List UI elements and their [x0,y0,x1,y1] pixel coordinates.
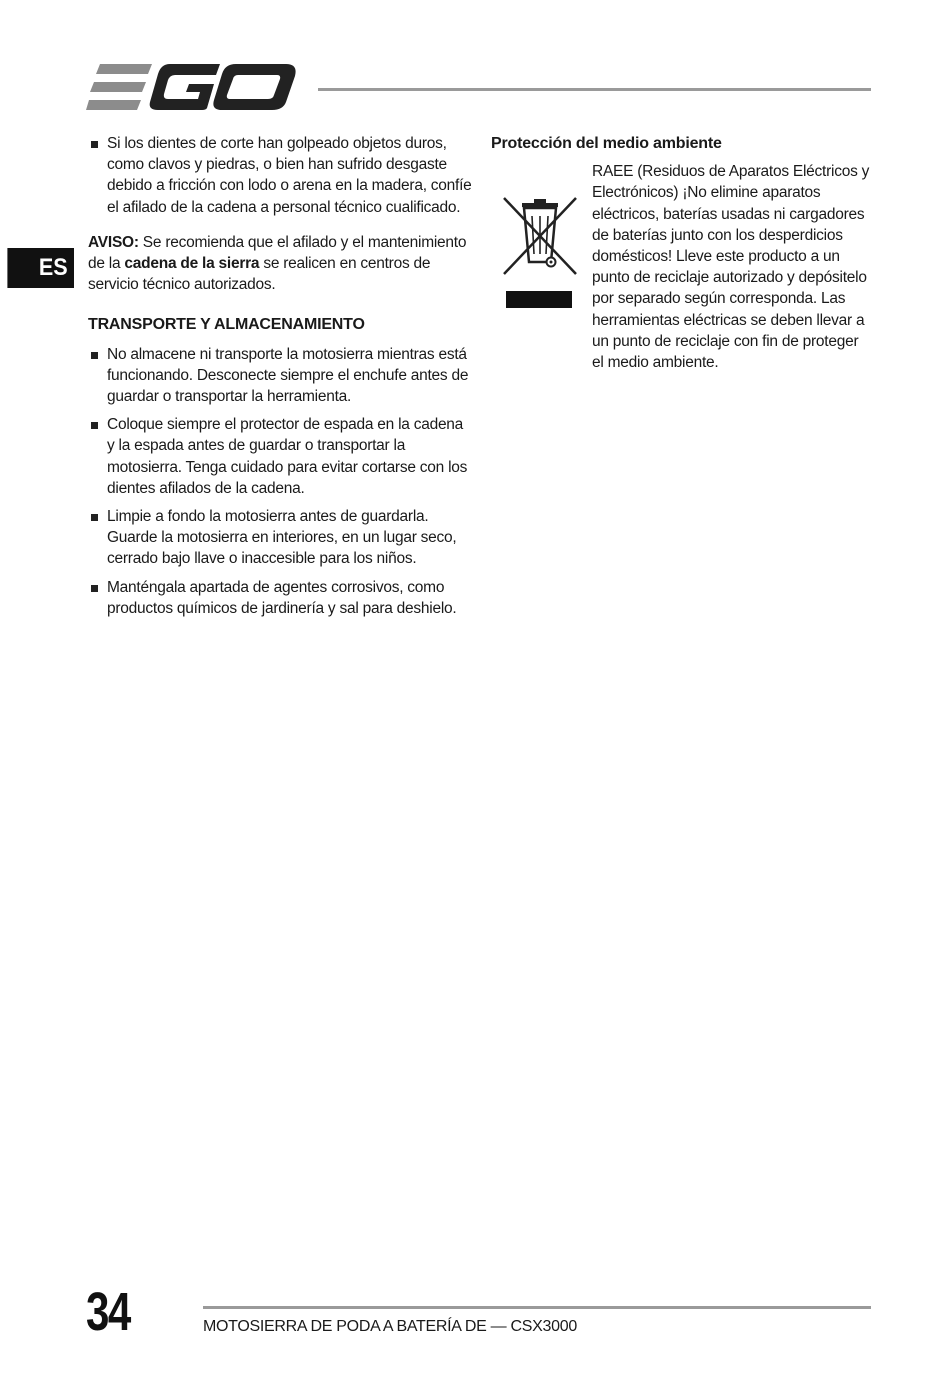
notice-bold-text: cadena de la sierra [124,255,260,273]
notice-label: AVISO: [88,233,139,251]
ego-logo [86,62,298,114]
footer-title: MOTOSIERRA DE PODA A BATERÍA DE — CSX3000 [203,1318,577,1335]
left-column [88,133,473,626]
list-item: Manténgala apartada de agentes corrosivos, como productos químicos de jardinería y sal para deshielo. [88,577,473,619]
transport-heading: TRANSPORTE Y ALMACENAMIENTO [88,316,365,334]
footer-rule [203,1306,871,1309]
list-item: Limpie a fondo la motosierra antes de guardarla. Guarde la motosierra en interiores, en un lugar seco, cerrado bajo llave o inaccesible para los niños. [88,506,473,570]
environment-heading: Protección del medio ambiente [491,135,722,152]
list-item: Coloque siempre el protector de espada en la cadena y la espada antes de guardar o transportar la motosierra. Tenga cuidado para evitar cortarse con los dientes afilados de la cadena. [88,414,473,499]
language-tab: ES [7,248,74,288]
intro-bullet-list [88,133,473,218]
list-item: Si los dientes de corte han golpeado objetos duros, como clavos y piedras, o bien han sufrido desgaste debido a fricción con lodo o arena en la madera, confíe el afilado de la cadena a personal técnico cualificado. [88,133,473,218]
notice-text: Se recomienda que el afilado y el mantenimiento de la [88,233,467,273]
notice-paragraph [88,232,473,296]
environment-text: RAEE (Residuos de Aparatos Eléctricos y Electrónicos) ¡No elimine aparatos eléctricos, baterías usadas ni cargadores de baterías junto con los desperdicios domésticos! Lleve este producto a un punto de reciclaje autorizado y depósitelo por separado según corresponda. Las herramientas eléctricas se deben llevar a un punto de reciclaje con fin de proteger el medio ambiente. [592,163,870,372]
notice-text-end: se realicen en centros de servicio técnico autorizados. [88,255,431,294]
environment-block [491,161,871,373]
right-column [491,133,871,389]
crossed-out-wheeled-bin-icon [500,194,580,278]
page-number: 34 [86,1282,130,1342]
list-item: No almacene ni transporte la motosierra mientras está funcionando. Desconecte siempre el enchufe antes de guardar o transportar la herramienta. [88,344,473,408]
transport-bullet-list [88,344,473,619]
weee-bar [506,291,572,308]
header-rule [318,88,871,91]
